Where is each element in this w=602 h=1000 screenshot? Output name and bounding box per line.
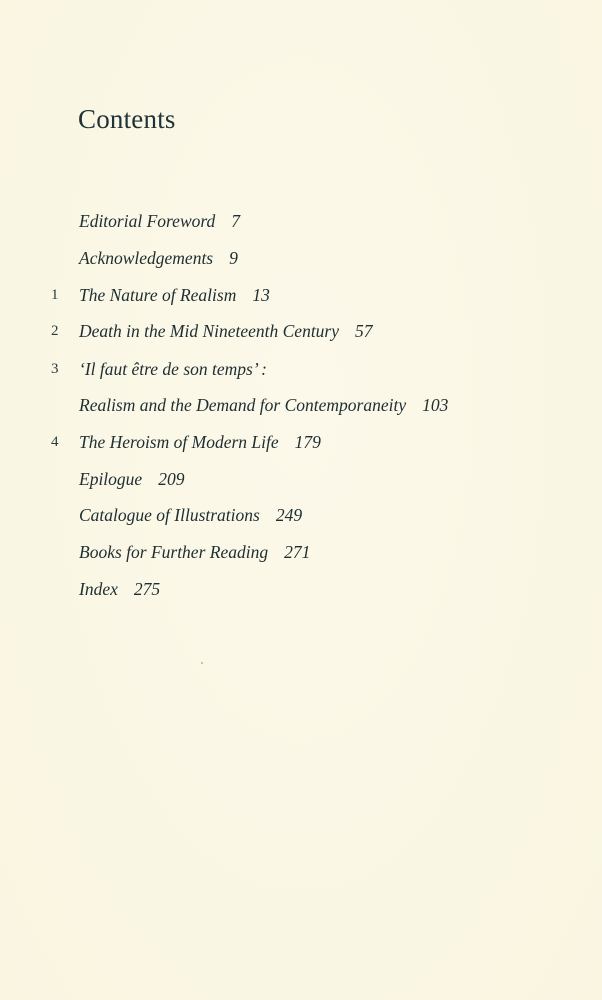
toc-entry-further-reading — [0, 539, 602, 565]
toc-entry-text — [79, 282, 270, 308]
entry-title: The Nature of Realism — [79, 285, 237, 305]
page-number: 271 — [284, 542, 311, 562]
toc-entry-text — [79, 318, 373, 344]
page-number: 179 — [294, 432, 321, 452]
page-number: 209 — [158, 469, 185, 489]
page-number: 249 — [275, 505, 303, 525]
toc-entry-chapter-3-line-1 — [0, 356, 602, 382]
entry-title: Acknowledgements — [79, 248, 214, 268]
entry-title: Death in the Mid Nineteenth Century — [79, 321, 340, 341]
toc-entry-text — [79, 576, 160, 602]
toc-entry-editorial-foreword — [0, 208, 602, 234]
page-number: 13 — [252, 285, 270, 305]
entry-title: ‘Il faut être de son temps’ : — [79, 359, 267, 379]
page-title: Contents — [78, 104, 176, 135]
entry-title: Editorial Foreword — [79, 211, 216, 231]
toc-entry-chapter-3-line-2 — [0, 392, 602, 418]
entry-title: Realism and the Demand for Contemporaneity — [79, 395, 407, 415]
toc-entry-index — [0, 576, 602, 602]
toc-entry-text — [79, 466, 184, 492]
chapter-number: 2 — [51, 323, 59, 339]
toc-entry-text — [79, 356, 283, 382]
paper-speck — [201, 662, 203, 664]
toc-entry-text — [79, 392, 448, 418]
toc-entry-epilogue — [0, 466, 602, 492]
toc-entry-text — [79, 429, 321, 455]
entry-title: Catalogue of Illustrations — [79, 505, 260, 525]
toc-entry-acknowledgements — [0, 245, 602, 271]
page-number: 9 — [229, 248, 238, 268]
toc-entry-text — [79, 208, 240, 234]
page-number: 103 — [422, 395, 449, 415]
toc-entry-chapter-1 — [0, 282, 602, 308]
toc-entry-text — [79, 245, 238, 271]
toc-entry-text — [79, 539, 310, 565]
chapter-number: 1 — [51, 287, 59, 303]
chapter-number: 3 — [51, 361, 59, 377]
page-number: 57 — [355, 321, 373, 341]
page-number: 275 — [133, 579, 161, 599]
chapter-number: 4 — [51, 434, 59, 450]
toc-entry-chapter-2 — [0, 318, 602, 344]
toc-entry-text — [79, 502, 302, 528]
page-number: 7 — [231, 211, 241, 231]
entry-title: Index — [79, 579, 118, 599]
toc-entry-catalogue-of-illustrations — [0, 502, 602, 528]
entry-title: The Heroism of Modern Life — [79, 432, 279, 452]
entry-title: Books for Further Reading — [79, 542, 269, 562]
entry-title: Epilogue — [79, 469, 143, 489]
toc-entry-chapter-4 — [0, 429, 602, 455]
